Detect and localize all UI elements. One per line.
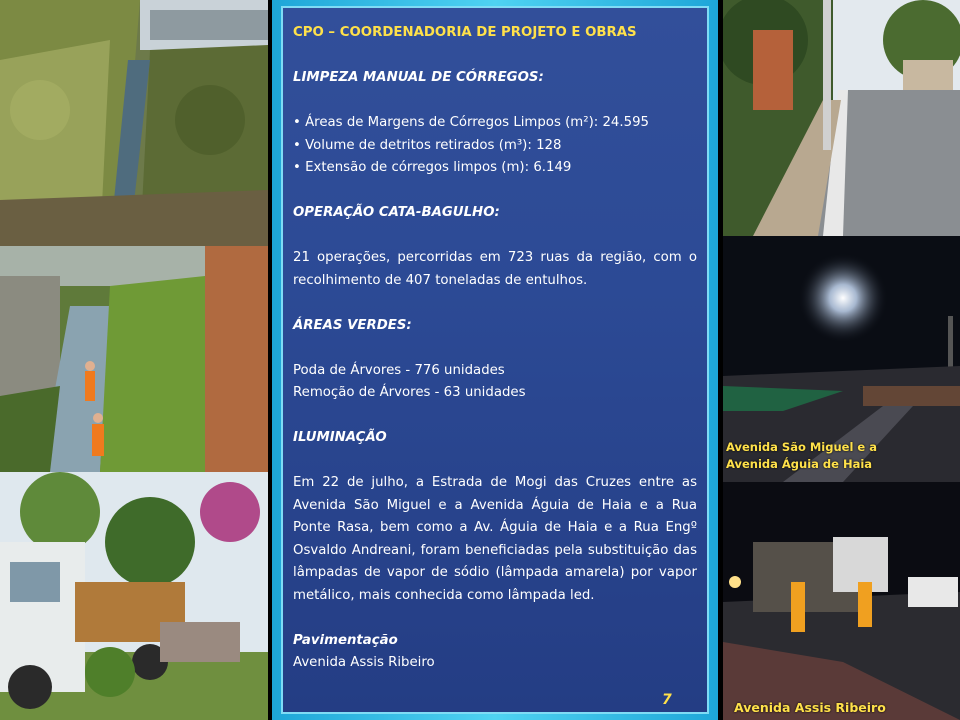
lighting-text: Em 22 de julho, a Estrada de Mogi das Cruzes entre as Avenida São Miguel e a Avenida Águia de Haia e a Rua Ponte Rasa, bem como a Av. Águia de Haia e a Rua Engº Osvaldo Andreani, foram beneficiadas pela substituição das lâmpadas de vapor de sódio (lâmpada amarela) por vapor metálico, mais conhecida como lâmpada led. — [293, 475, 697, 603]
street-photo — [723, 0, 960, 236]
night-caption-line1: Avenida São Miguel e a — [726, 440, 877, 454]
cata-bagulho-text: 21 operações, percorridas em 723 ruas da região, com o recolhimento de 407 toneladas de entulhos. — [293, 250, 697, 288]
lighting-heading: ILUMINAÇÃO — [293, 430, 387, 445]
tree-removal-truck-photo — [0, 472, 268, 720]
paving-heading: Pavimentação — [293, 632, 398, 648]
creek-item-area: • Áreas de Margens de Córregos Limpos (m²): 24.595 — [293, 115, 649, 130]
creek-item-volume: • Volume de detritos retirados (m³): 128 — [293, 137, 562, 153]
night-paving-photo — [723, 482, 960, 720]
panel-title: CPO – COORDENADORIA DE PROJETO E OBRAS — [293, 25, 637, 40]
report-panel — [281, 6, 709, 714]
creek-cleaning-photo — [0, 0, 268, 246]
creek-item-length: • Extensão de córregos limpos (m): 6.149 — [293, 160, 572, 175]
paving-text: Avenida Assis Ribeiro — [293, 655, 435, 670]
tree-pruning-item: Poda de Árvores - 776 unidades — [293, 362, 505, 378]
tree-removal-item: Remoção de Árvores - 63 unidades — [293, 385, 526, 400]
workers-in-creek-photo — [0, 246, 268, 472]
night-photo-caption — [726, 439, 877, 473]
page-number: 7 — [662, 692, 672, 708]
night-caption-line2: Avenida Águia de Haia — [726, 457, 873, 471]
creek-cleaning-heading: LIMPEZA MANUAL DE CÓRREGOS: — [293, 70, 544, 85]
paving-photo-caption: Avenida Assis Ribeiro — [734, 700, 886, 715]
green-areas-heading: ÁREAS VERDES: — [293, 317, 412, 333]
cata-bagulho-heading: OPERAÇÃO CATA-BAGULHO: — [293, 205, 500, 220]
